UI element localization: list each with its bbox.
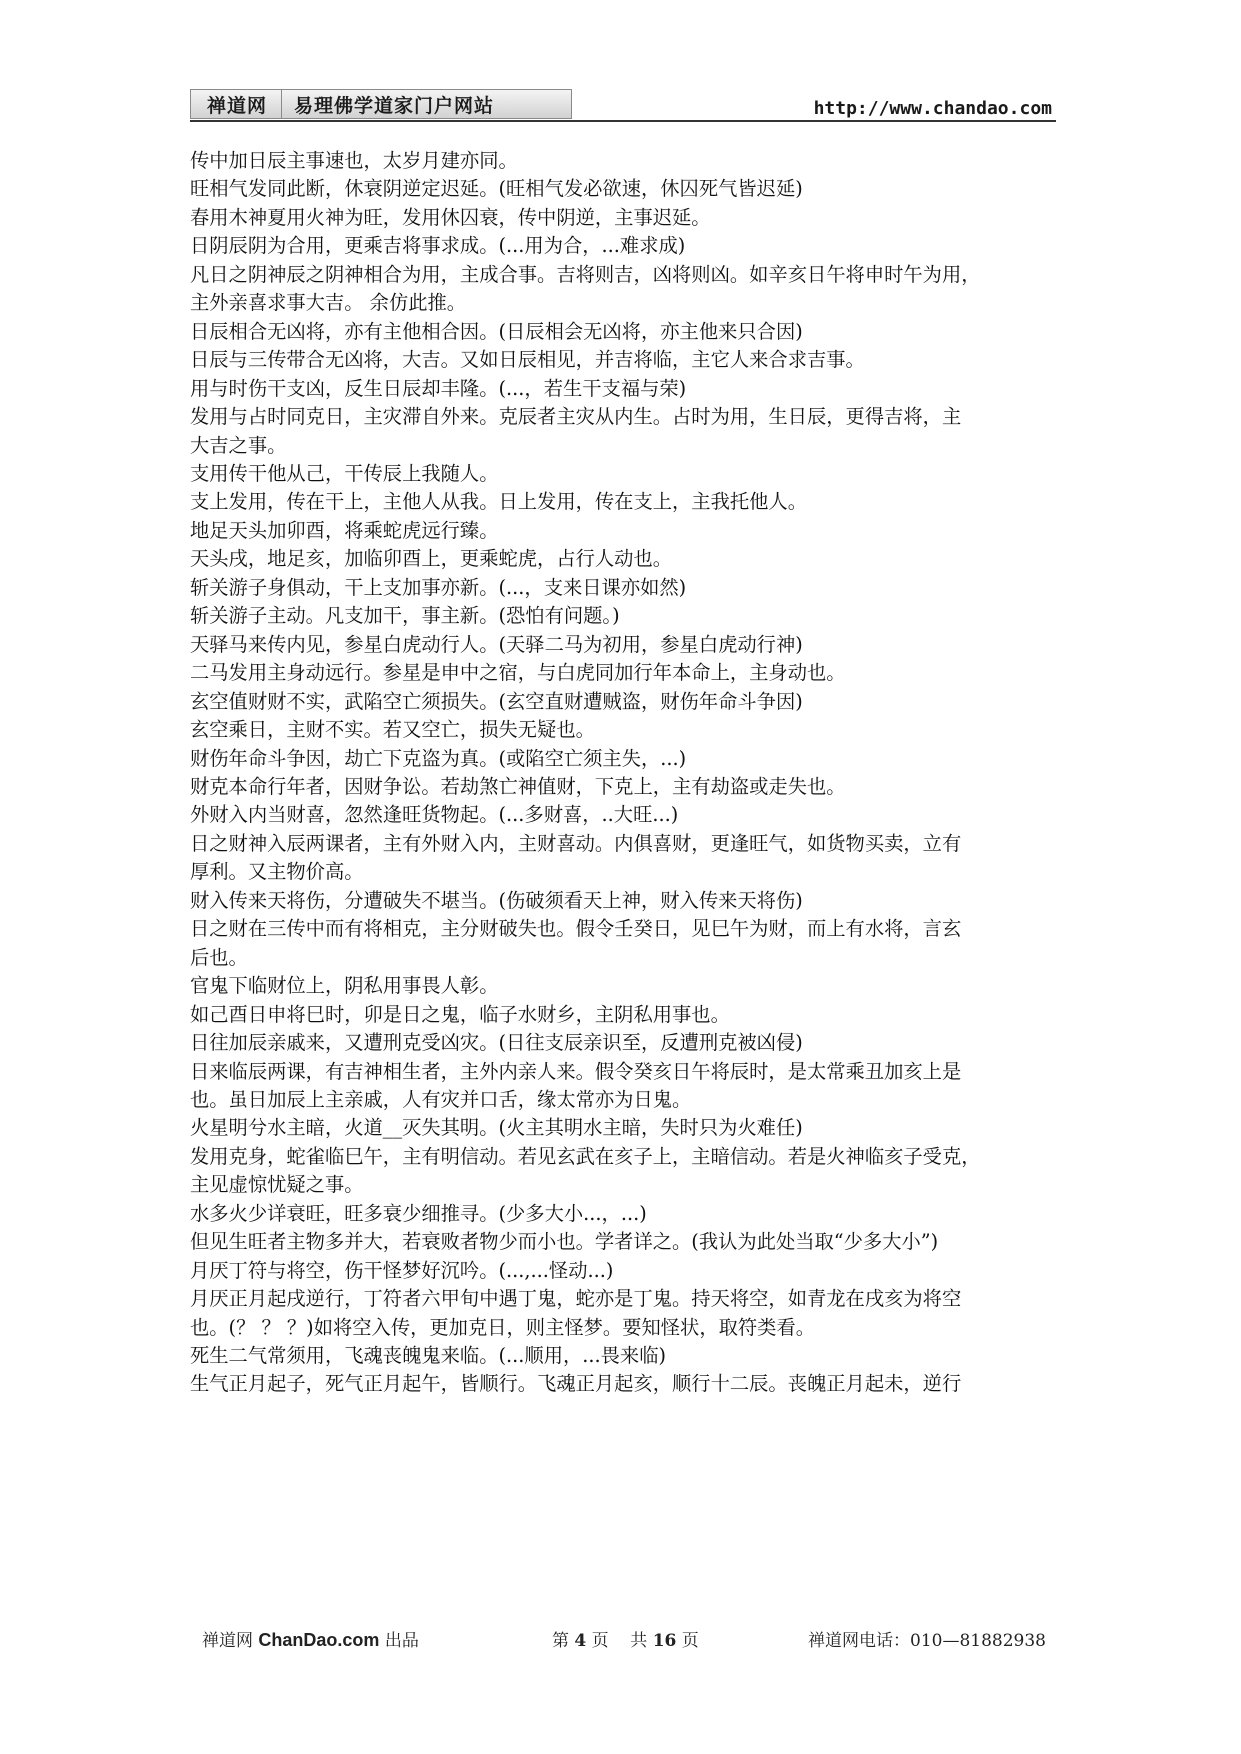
page-header [190,88,1056,122]
text-line: 也。虽日加辰上主亲戚，人有灾并口舌，缘太常亦为日鬼。 [190,1087,692,1111]
text-line: 日之财在三传中而有将相克，主分财破失也。假令壬癸日，见巳午为财，而上有水将，言玄 [190,917,962,941]
site-name: 禅道网 [191,90,282,118]
text-line: 玄空值财财不实，武陷空亡须损失。(玄空直财遭贼盗，财伤年命斗争因) [190,689,803,713]
text-line: 日辰相合无凶将，亦有主他相合因。(日辰相会无凶将，亦主他来只合因) [190,319,803,343]
text-line: 日之财神入辰两课者，主有外财入内，主财喜动。内俱喜财，更逢旺气，如货物买卖，立有 [190,831,962,855]
page-number: 4 [574,1631,587,1651]
text-line: 生气正月起子，死气正月起午，皆顺行。飞魂正月起亥，顺行十二辰。丧魄正月起未，逆行 [190,1372,962,1396]
page-unit: 页 [591,1631,609,1651]
footer-credit [202,1626,419,1651]
text-line: 日辰与三传带合无凶将，大吉。又如日辰相见，并吉将临，主它人来合求吉事。 [190,348,865,372]
text-line: 财克本命行年者，因财争讼。若劫煞亡神值财，下克上，主有劫盗或走失也。 [190,774,846,798]
footer-produced: 出品 [384,1631,419,1651]
footer-brand: ChanDao.com [258,1630,380,1650]
site-tagline: 易理佛学道家门户网站 [294,94,495,117]
page-prefix: 第 [552,1631,569,1651]
total-prefix: 共 [630,1631,648,1651]
text-line: 水多火少详衰旺，旺多衰少细推寻。(少多大小...，...) [190,1201,647,1225]
text-line: 月厌正月起戌逆行，丁符者六甲旬中遇丁鬼，蛇亦是丁鬼。持天将空，如青龙在戌亥为将空 [190,1287,962,1311]
text-line: 厚利。又主物价高。 [190,860,364,884]
text-line: 后也。 [190,945,248,969]
text-line: 也。(？ ？ ？)如将空入传，更加克日，则主怪梦。要知怪状，取符类看。 [190,1315,816,1339]
text-line: 火星明兮水主暗，火道__灭失其明。(火主其明水主暗，失时只为火难任) [190,1116,803,1140]
phone-label: 禅道网电话： [808,1631,910,1651]
text-line: 发用与占时同克日，主灾滞自外来。克辰者主灾从内生。占时为用，生日辰，更得吉将，主 [190,405,962,429]
text-line: 大吉之事。 [190,433,287,457]
text-line: 发用克身，蛇雀临巳午，主有明信动。若见玄武在亥子上，主暗信动。若是火神临亥子受克， [190,1144,981,1168]
site-banner [190,89,572,119]
text-line: 财入传来天将伤，分遭破失不堪当。(伤破须看天上神，财入传来天将伤) [190,888,803,912]
document-body [190,147,1056,1399]
text-line: 月厌丁符与将空，伤干怪梦好沉吟。(...,...怪动...) [190,1258,614,1282]
text-line: 主见虚惊忧疑之事。 [190,1173,364,1197]
header-rule [190,120,1056,122]
text-line: 主外亲喜求事大吉。 余仿此推。 [190,291,467,315]
text-line: 官鬼下临财位上，阴私用事畏人彰。 [190,974,499,998]
text-line: 斩关游子主动。凡支加干，事主新。(恐怕有问题。) [190,604,620,628]
phone-number: 010—81882938 [910,1631,1046,1651]
text-line: 如己酉日申将巳时，卯是日之鬼，临子水财乡，主阴私用事也。 [190,1002,730,1026]
text-line: 支上发用，传在干上，主他人从我。日上发用，传在支上，主我托他人。 [190,490,807,514]
total-unit: 页 [681,1631,699,1651]
text-line: 地足天头加卯酉，将乘蛇虎远行臻。 [190,518,499,542]
text-line: 春用木神夏用火神为旺，发用休囚衰，传中阴逆，主事迟延。 [190,205,711,229]
footer-site: 禅道网 [202,1631,253,1651]
footer-phone [808,1626,1046,1651]
text-line: 斩关游子身俱动，干上支加事亦新。(...，支来日课亦如然) [190,575,687,599]
text-line: 支用传干他从己，干传辰上我随人。 [190,461,499,485]
text-line: 日阴辰阴为合用，更乘吉将事求成。(...用为合，...难求成) [190,234,686,258]
page-footer [0,1626,1241,1654]
site-url: http://www.chandao.com [813,98,1052,119]
page-indicator [552,1626,699,1651]
text-line: 但见生旺者主物多并大，若衰败者物少而小也。学者详之。(我认为此处当取“少多大小”) [190,1230,939,1254]
text-line: 死生二气常须用，飞魂丧魄鬼来临。(...顺用，...畏来临) [190,1344,667,1368]
text-line: 天头戌，地足亥，加临卯酉上，更乘蛇虎，占行人动也。 [190,547,673,571]
text-line: 用与时伤干支凶，反生日辰却丰隆。(...，若生干支福与荣) [190,376,687,400]
text-line: 凡日之阴神辰之阴神相合为用，主成合事。吉将则吉，凶将则凶。如辛亥日午将申时午为用， [190,262,981,286]
text-line: 旺相气发同此断，休衰阴逆定迟延。(旺相气发必欲速，休囚死气皆迟延) [190,177,803,201]
text-line: 日来临辰两课，有吉神相生者，主外内亲人来。假令癸亥日午将辰时，是太常乘丑加亥上是 [190,1059,962,1083]
text-line: 日往加辰亲戚来，又遭刑克受凶灾。(日往支辰亲识至，反遭刑克被凶侵) [190,1031,803,1055]
text-line: 传中加日辰主事速也，太岁月建亦同。 [190,149,518,172]
text-line: 外财入内当财喜，忽然逢旺货物起。(...多财喜，..大旺...) [190,803,679,827]
text-line: 财伤年命斗争因，劫亡下克盗为真。(或陷空亡须主失，...) [190,746,687,770]
text-line: 二马发用主身动远行。参星是申中之宿，与白虎同加行年本命上，主身动也。 [190,661,846,685]
text-line: 玄空乘日，主财不实。若又空亡，损失无疑也。 [190,718,595,742]
total-pages: 16 [652,1631,677,1651]
text-line: 天驿马来传内见，参星白虎动行人。(天驿二马为初用，参星白虎动行神) [190,632,803,656]
